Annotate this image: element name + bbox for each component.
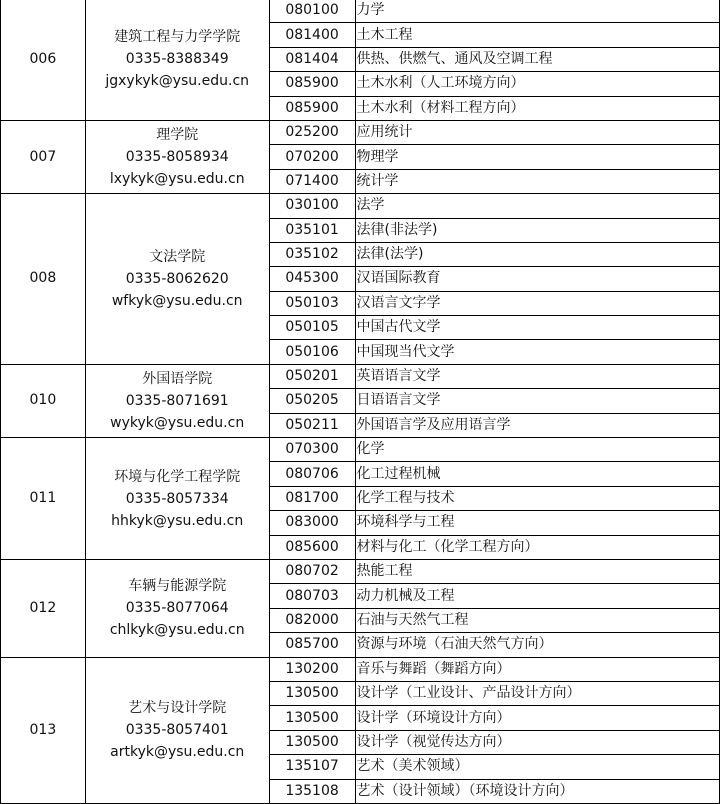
college-name: 车辆与能源学院 [128,578,227,595]
major-code: 070300 [269,438,355,462]
college-name: 理学院 [156,127,199,144]
college-code: 007 [1,120,86,193]
college-email: hhkyk@ysu.edu.cn [111,512,244,529]
major-name: 设计学（工业设计、产品设计方向） [355,681,720,705]
major-name: 外国语言学及应用语言学 [355,413,720,437]
major-name: 热能工程 [355,559,720,583]
college-name: 环境与化学工程学院 [114,468,241,485]
college-phone: 0335-8071691 [125,392,229,409]
college-info [85,194,269,365]
college-info [85,364,269,437]
college-name: 文法学院 [149,248,206,265]
major-name: 汉语言文字学 [355,291,720,315]
major-code: 035101 [269,218,355,242]
major-code: 085900 [269,96,355,120]
major-code: 081404 [269,47,355,71]
major-code: 025200 [269,120,355,144]
major-name: 法律(法学) [355,242,720,266]
major-code: 085600 [269,535,355,559]
table-row [1,438,720,462]
college-info [85,0,269,120]
college-name: 外国语学院 [142,370,213,387]
college-code: 010 [1,364,86,437]
major-name: 统计学 [355,169,720,193]
college-code: 006 [1,0,86,120]
major-name: 汉语国际教育 [355,267,720,291]
college-phone: 0335-8057334 [125,490,229,507]
table-row [1,120,720,144]
college-email: jgxykyk@ysu.edu.cn [105,73,250,90]
major-name: 环境科学与工程 [355,511,720,535]
college-info [85,438,269,560]
college-phone: 0335-8062620 [125,270,229,287]
college-code: 011 [1,438,86,560]
major-code: 081400 [269,23,355,47]
major-code: 071400 [269,169,355,193]
major-name: 日语语言文学 [355,389,720,413]
major-code: 085900 [269,72,355,96]
major-name: 力学 [355,0,720,23]
major-name: 物理学 [355,145,720,169]
college-email: artkyk@ysu.edu.cn [110,744,245,761]
major-code: 050211 [269,413,355,437]
major-name: 土木水利（材料工程方向） [355,96,720,120]
major-name: 应用统计 [355,120,720,144]
major-code: 083000 [269,511,355,535]
major-code: 130200 [269,657,355,681]
major-name: 音乐与舞蹈（舞蹈方向） [355,657,720,681]
major-code: 085700 [269,633,355,657]
major-name: 化工过程机械 [355,462,720,486]
major-name: 艺术（美术领域） [355,755,720,779]
major-code: 130500 [269,730,355,754]
major-code: 030100 [269,194,355,218]
major-code: 080100 [269,0,355,23]
major-code: 070200 [269,145,355,169]
major-name: 法律(非法学) [355,218,720,242]
table-row [1,194,720,218]
college-name: 艺术与设计学院 [128,700,227,717]
table-body [1,0,720,803]
college-code: 013 [1,657,86,803]
college-phone: 0335-8077064 [125,600,229,617]
major-code: 045300 [269,267,355,291]
major-name: 法学 [355,194,720,218]
major-code: 082000 [269,608,355,632]
major-code: 080703 [269,584,355,608]
major-name: 艺术（设计领域）（环境设计方向） [355,779,720,803]
college-email: lxykyk@ysu.edu.cn [109,171,245,188]
major-name: 供热、供燃气、通风及空调工程 [355,47,720,71]
college-info [85,559,269,657]
major-name: 化学工程与技术 [355,486,720,510]
college-phone: 0335-8057401 [125,722,229,739]
major-code: 050201 [269,364,355,388]
major-code: 080706 [269,462,355,486]
table-row [1,364,720,388]
major-code: 050106 [269,340,355,364]
major-name: 石油与天然气工程 [355,608,720,632]
major-code: 130500 [269,706,355,730]
college-email: chlkyk@ysu.edu.cn [109,622,245,639]
major-code: 050103 [269,291,355,315]
table-row [1,0,720,23]
college-phone: 0335-8058934 [125,149,229,166]
major-name: 中国现当代文学 [355,340,720,364]
major-code: 130500 [269,681,355,705]
major-name: 土木水利（人工环境方向） [355,72,720,96]
college-code: 008 [1,194,86,365]
major-name: 土木工程 [355,23,720,47]
major-code: 050205 [269,389,355,413]
table-row [1,657,720,681]
college-code: 012 [1,559,86,657]
college-email: wykyk@ysu.edu.cn [110,414,245,431]
major-code: 135107 [269,755,355,779]
college-info [85,120,269,193]
major-code: 050105 [269,316,355,340]
major-code: 080702 [269,559,355,583]
major-name: 中国古代文学 [355,316,720,340]
college-email: wfkyk@ysu.edu.cn [111,292,243,309]
major-code: 035102 [269,242,355,266]
major-name: 设计学（视觉传达方向） [355,730,720,754]
major-name: 化学 [355,438,720,462]
major-code: 081700 [269,486,355,510]
major-name: 英语语言文学 [355,364,720,388]
major-name: 资源与环境（石油天然气方向） [355,633,720,657]
major-name: 动力机械及工程 [355,584,720,608]
college-name: 建筑工程与力学学院 [114,29,241,46]
major-name: 设计学（环境设计方向） [355,706,720,730]
college-phone: 0335-8388349 [125,51,229,68]
major-code: 135108 [269,779,355,803]
major-name: 材料与化工（化学工程方向） [355,535,720,559]
college-info [85,657,269,803]
table-row [1,559,720,583]
